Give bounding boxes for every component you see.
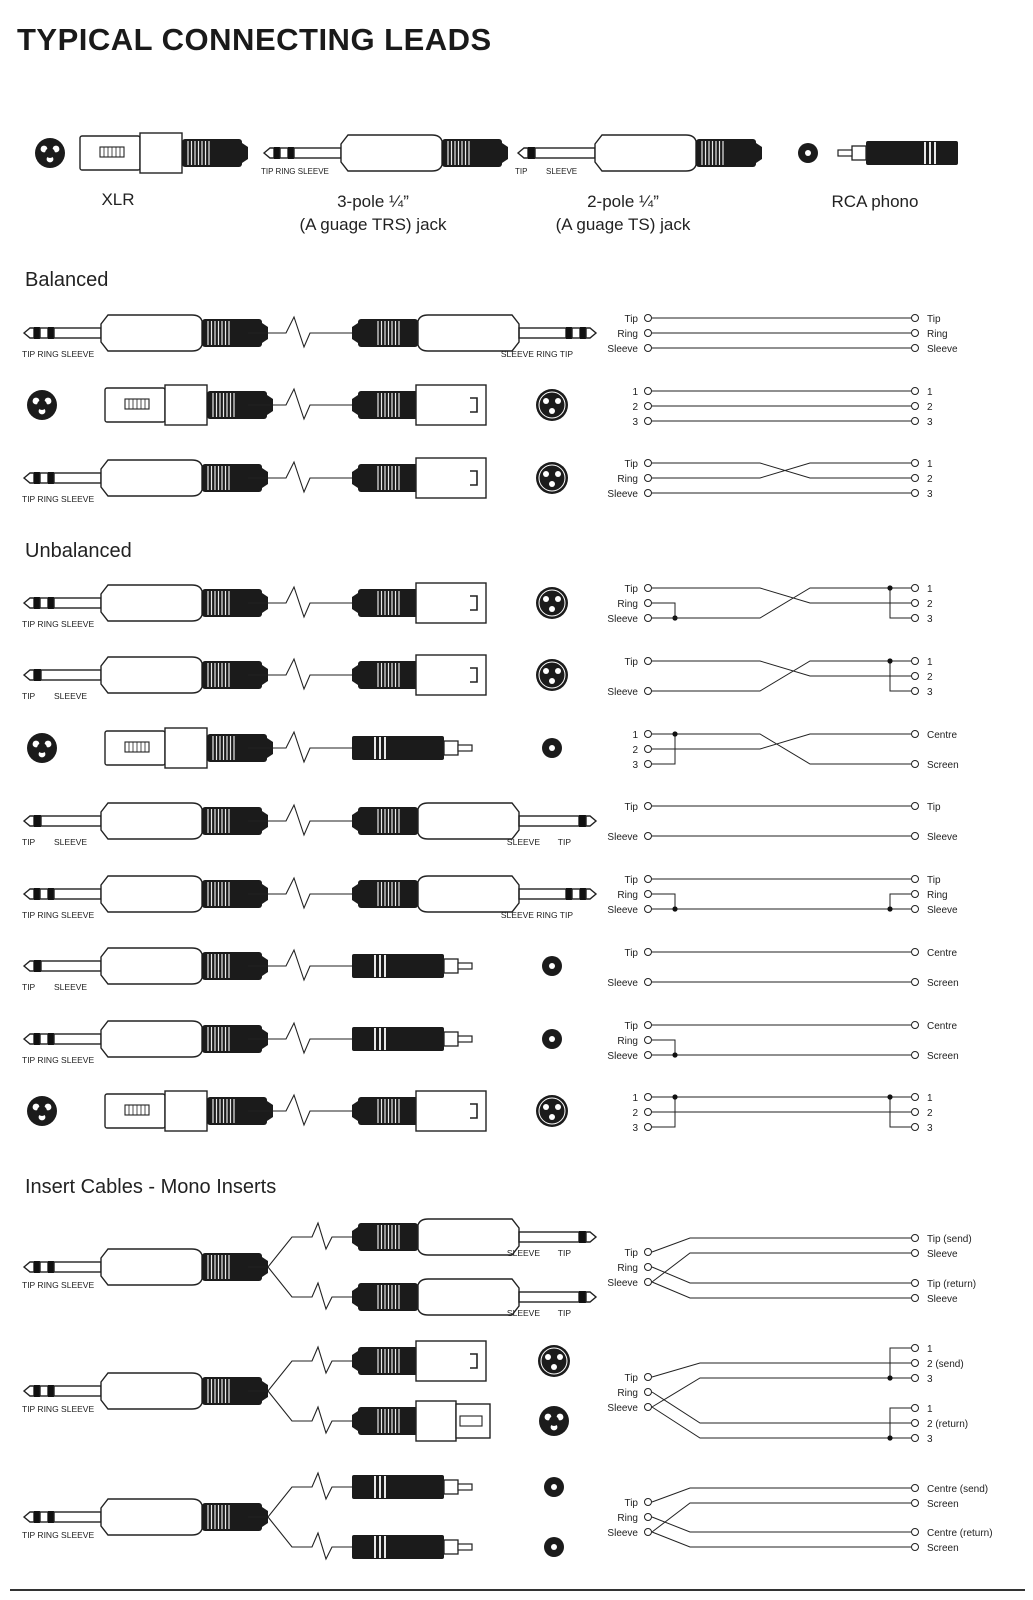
ins-rnode-0-2 bbox=[912, 1280, 919, 1287]
wire-r-8-2: Screen bbox=[927, 978, 959, 989]
key-ts-plug bbox=[518, 135, 762, 171]
wire-lnode-1-2 bbox=[645, 418, 652, 425]
wire-l-2-2: Sleeve bbox=[607, 489, 638, 500]
wire-l-8-2: Sleeve bbox=[607, 978, 638, 989]
wire-l-1-2: 3 bbox=[632, 417, 638, 428]
wire-lnode-8-2 bbox=[645, 979, 652, 986]
row-pin-right-5 bbox=[542, 738, 562, 758]
wire-rnode-2-0 bbox=[912, 460, 919, 467]
wire-l-3-0: Tip bbox=[624, 584, 638, 595]
wire-l-4-0: Tip bbox=[624, 657, 638, 668]
row-right-plug-10 bbox=[352, 1091, 486, 1131]
ins-wr-0-2: Tip (return) bbox=[927, 1279, 977, 1290]
row-left-plug-0 bbox=[24, 315, 268, 351]
key-trs-label: TIP RING SLEEVE bbox=[261, 167, 329, 176]
wire-rnode-2-1 bbox=[912, 475, 919, 482]
wire-lnode-0-2 bbox=[645, 345, 652, 352]
bottom-rule bbox=[10, 1589, 1025, 1591]
insert-plug-label-0: TIP RING SLEEVE bbox=[22, 1280, 95, 1290]
row-left-plug-5 bbox=[105, 728, 273, 768]
key-name-ts: 2-pole ¼” bbox=[587, 192, 659, 211]
ins-wr-1-1: 2 (send) bbox=[927, 1359, 964, 1370]
ins-lnode-2-2 bbox=[645, 1529, 652, 1536]
wire-l-1-0: 1 bbox=[632, 387, 638, 398]
ins-lnode-1-2 bbox=[645, 1404, 652, 1411]
ins-rnode-2-2 bbox=[912, 1529, 919, 1536]
ins-rnode-2-3 bbox=[912, 1544, 919, 1551]
wire-r-7-1: Ring bbox=[927, 890, 948, 901]
wire-l-10-0: 1 bbox=[632, 1093, 638, 1104]
ins-wl-0-0: Tip bbox=[624, 1248, 638, 1259]
ins-rnode-1-0 bbox=[912, 1345, 919, 1352]
insert-bottom-pin-2 bbox=[544, 1537, 564, 1557]
wire-lnode-0-0 bbox=[645, 315, 652, 322]
wire-l-7-0: Tip bbox=[624, 875, 638, 886]
key-name-xlr: XLR bbox=[101, 190, 135, 209]
row-left-plug-8 bbox=[24, 948, 268, 984]
row-right-plug-9 bbox=[352, 1027, 472, 1051]
row-left-plug-7 bbox=[24, 876, 268, 912]
wire-lnode-1-0 bbox=[645, 388, 652, 395]
wire-r-5-0: Centre bbox=[927, 730, 958, 741]
key-sub-ts: (A guage TS) jack bbox=[555, 215, 691, 234]
wire-r-1-2: 3 bbox=[927, 417, 933, 428]
row-right-plug-4 bbox=[352, 655, 486, 695]
insert-bottom-plug-2 bbox=[352, 1535, 472, 1559]
insert-bottom-tip-0: TIP bbox=[557, 1308, 571, 1318]
plug-label-3: TIP RING SLEEVE bbox=[22, 619, 95, 629]
wire-r-1-0: 1 bbox=[927, 387, 933, 398]
row-pin-right-2 bbox=[536, 462, 568, 494]
section-insert: Insert Cables - Mono Inserts bbox=[25, 1176, 277, 1198]
ins-rnode-1-3 bbox=[912, 1405, 919, 1412]
wire-r-6-0: Tip bbox=[927, 802, 941, 813]
ins-wr-0-1: Sleeve bbox=[927, 1249, 958, 1260]
wire-r-10-2: 3 bbox=[927, 1123, 933, 1134]
insert-bottom-plug-1 bbox=[352, 1401, 490, 1441]
ins-rnode-1-2 bbox=[912, 1375, 919, 1382]
wire-lnode-10-2 bbox=[645, 1124, 652, 1131]
wire-rnode-4-0 bbox=[912, 658, 919, 665]
ins-lnode-1-0 bbox=[645, 1374, 652, 1381]
ins-wr-1-0: 1 bbox=[927, 1344, 933, 1355]
plug-label-sleeve-8: SLEEVE bbox=[54, 982, 88, 992]
insert-top-sleeve-0: SLEEVE bbox=[506, 1248, 540, 1258]
wire-rnode-4-1 bbox=[912, 673, 919, 680]
wire-lnode-5-2 bbox=[645, 761, 652, 768]
wire-rnode-7-2 bbox=[912, 906, 919, 913]
row-pin-left-5 bbox=[27, 733, 57, 763]
wire-r-8-0: Centre bbox=[927, 948, 958, 959]
wire-rnode-9-2 bbox=[912, 1052, 919, 1059]
wire-rnode-3-0 bbox=[912, 585, 919, 592]
wire-r-0-0: Tip bbox=[927, 314, 941, 325]
key-ts-tip-label: TIP bbox=[515, 167, 528, 176]
wire-l-3-2: Sleeve bbox=[607, 614, 638, 625]
wire-lnode-7-1 bbox=[645, 891, 652, 898]
wire-rnode-0-2 bbox=[912, 345, 919, 352]
section-unbalanced: Unbalanced bbox=[25, 540, 132, 562]
wire-r-2-2: 3 bbox=[927, 489, 933, 500]
wire-l-5-2: 3 bbox=[632, 760, 638, 771]
wire-lnode-0-1 bbox=[645, 330, 652, 337]
wire-lnode-5-1 bbox=[645, 746, 652, 753]
wire-r-4-1: 2 bbox=[927, 672, 933, 683]
plug-label-tip-4: TIP bbox=[22, 691, 36, 701]
wire-l-0-0: Tip bbox=[624, 314, 638, 325]
wire-l-6-0: Tip bbox=[624, 802, 638, 813]
row-left-plug-3 bbox=[24, 585, 268, 621]
insert-top-pin-1 bbox=[538, 1345, 570, 1377]
plug-label-sleeve-4: SLEEVE bbox=[54, 691, 88, 701]
wire-rnode-9-0 bbox=[912, 1022, 919, 1029]
wire-l-8-0: Tip bbox=[624, 948, 638, 959]
ins-wl-2-0: Tip bbox=[624, 1498, 638, 1509]
wire-lnode-3-1 bbox=[645, 600, 652, 607]
wire-lnode-4-0 bbox=[645, 658, 652, 665]
ins-wl-2-1: Ring bbox=[617, 1513, 638, 1524]
wire-r-0-2: Sleeve bbox=[927, 344, 958, 355]
row-pin-left-1 bbox=[27, 390, 57, 420]
ins-wr-2-2: Centre (return) bbox=[927, 1528, 993, 1539]
ins-wl-2-2: Sleeve bbox=[607, 1528, 638, 1539]
plug-label-0: TIP RING SLEEVE bbox=[22, 349, 95, 359]
key-trs-plug bbox=[264, 135, 508, 171]
insert-plug-label-1: TIP RING SLEEVE bbox=[22, 1404, 95, 1414]
row-left-plug-9 bbox=[24, 1021, 268, 1057]
plug-label-tip-6: TIP bbox=[22, 837, 36, 847]
ins-rnode-0-3 bbox=[912, 1295, 919, 1302]
wire-rnode-10-1 bbox=[912, 1109, 919, 1116]
plug-label-tip-8: TIP bbox=[22, 982, 36, 992]
wire-rnode-5-0 bbox=[912, 731, 919, 738]
wire-rnode-10-0 bbox=[912, 1094, 919, 1101]
wire-rnode-4-2 bbox=[912, 688, 919, 695]
key-xlr-plug bbox=[80, 133, 248, 173]
ins-wl-1-1: Ring bbox=[617, 1388, 638, 1399]
wire-lnode-3-2 bbox=[645, 615, 652, 622]
wire-l-0-1: Ring bbox=[617, 329, 638, 340]
row-pin-right-3 bbox=[536, 587, 568, 619]
insert-plug-label-2: TIP RING SLEEVE bbox=[22, 1530, 95, 1540]
key-ts-sleeve-label: SLEEVE bbox=[546, 167, 578, 176]
wire-rnode-6-2 bbox=[912, 833, 919, 840]
wire-lnode-10-1 bbox=[645, 1109, 652, 1116]
wire-rnode-6-0 bbox=[912, 803, 919, 810]
wire-rnode-5-2 bbox=[912, 761, 919, 768]
row-left-plug-10 bbox=[105, 1091, 273, 1131]
ins-wl-0-2: Sleeve bbox=[607, 1278, 638, 1289]
ins-lnode-2-0 bbox=[645, 1499, 652, 1506]
ins-lnode-1-1 bbox=[645, 1389, 652, 1396]
wire-l-9-0: Tip bbox=[624, 1021, 638, 1032]
wire-l-3-1: Ring bbox=[617, 599, 638, 610]
ins-wr-0-0: Tip (send) bbox=[927, 1234, 972, 1245]
wire-lnode-2-2 bbox=[645, 490, 652, 497]
ins-wr-1-3: 1 bbox=[927, 1404, 933, 1415]
insert-cable-bot-2 bbox=[268, 1517, 352, 1559]
wire-lnode-5-0 bbox=[645, 731, 652, 738]
row-pin-right-4 bbox=[536, 659, 568, 691]
wire-rnode-1-1 bbox=[912, 403, 919, 410]
row-right-plug-7 bbox=[352, 876, 596, 912]
wire-lnode-10-0 bbox=[645, 1094, 652, 1101]
wire-lnode-7-0 bbox=[645, 876, 652, 883]
wire-r-3-0: 1 bbox=[927, 584, 933, 595]
ins-rnode-1-5 bbox=[912, 1435, 919, 1442]
row-pin-right-1 bbox=[536, 389, 568, 421]
row-pin-right-9 bbox=[542, 1029, 562, 1049]
ins-wl-1-0: Tip bbox=[624, 1373, 638, 1384]
wire-rnode-2-2 bbox=[912, 490, 919, 497]
insert-top-tip-0: TIP bbox=[557, 1248, 571, 1258]
ins-rnode-2-1 bbox=[912, 1500, 919, 1507]
wire-l-1-1: 2 bbox=[632, 402, 638, 413]
row-left-plug-6 bbox=[24, 803, 268, 839]
wire-lnode-8-0 bbox=[645, 949, 652, 956]
wire-rnode-8-0 bbox=[912, 949, 919, 956]
ins-rnode-1-4 bbox=[912, 1420, 919, 1427]
plug-label-rt-6: TIP bbox=[557, 837, 571, 847]
plug-label-rs-6: SLEEVE bbox=[506, 837, 540, 847]
wire-r-2-0: 1 bbox=[927, 459, 933, 470]
wire-rnode-1-0 bbox=[912, 388, 919, 395]
wire-rnode-8-2 bbox=[912, 979, 919, 986]
wire-r-7-2: Sleeve bbox=[927, 905, 958, 916]
ins-lnode-0-0 bbox=[645, 1249, 652, 1256]
wire-lnode-2-0 bbox=[645, 460, 652, 467]
ins-wr-1-4: 2 (return) bbox=[927, 1419, 969, 1430]
wire-r-10-1: 2 bbox=[927, 1108, 933, 1119]
wire-l-5-0: 1 bbox=[632, 730, 638, 741]
wire-lnode-9-0 bbox=[645, 1022, 652, 1029]
plug-label-r-7: SLEEVE RING TIP bbox=[500, 910, 573, 920]
section-balanced: Balanced bbox=[25, 269, 109, 291]
plug-label-r-0: SLEEVE RING TIP bbox=[500, 349, 573, 359]
ins-wr-1-2: 3 bbox=[927, 1374, 933, 1385]
wire-r-1-1: 2 bbox=[927, 402, 933, 413]
wire-l-7-1: Ring bbox=[617, 890, 638, 901]
wire-r-10-0: 1 bbox=[927, 1093, 933, 1104]
row-right-plug-5 bbox=[352, 736, 472, 760]
wire-rnode-1-2 bbox=[912, 418, 919, 425]
row-left-plug-4 bbox=[24, 657, 268, 693]
insert-bottom-sleeve-0: SLEEVE bbox=[506, 1308, 540, 1318]
wire-rnode-3-2 bbox=[912, 615, 919, 622]
insert-bottom-pin-1 bbox=[539, 1406, 569, 1436]
key-rca-face bbox=[798, 143, 818, 163]
row-pin-right-10 bbox=[536, 1095, 568, 1127]
wire-l-10-2: 3 bbox=[632, 1123, 638, 1134]
row-right-plug-6 bbox=[352, 803, 596, 839]
key-sub-trs: (A guage TRS) jack bbox=[299, 215, 447, 234]
wire-r-6-2: Sleeve bbox=[927, 832, 958, 843]
insert-cable-bot-1 bbox=[268, 1391, 352, 1433]
row-right-plug-8 bbox=[352, 954, 472, 978]
wire-lnode-6-2 bbox=[645, 833, 652, 840]
wire-rnode-0-0 bbox=[912, 315, 919, 322]
row-pin-right-8 bbox=[542, 956, 562, 976]
wire-l-2-1: Ring bbox=[617, 474, 638, 485]
insert-top-plug-1 bbox=[352, 1341, 486, 1381]
wire-l-10-1: 2 bbox=[632, 1108, 638, 1119]
wire-rnode-3-1 bbox=[912, 600, 919, 607]
ins-wl-1-2: Sleeve bbox=[607, 1403, 638, 1414]
wire-lnode-9-1 bbox=[645, 1037, 652, 1044]
wire-lnode-2-1 bbox=[645, 475, 652, 482]
key-xlr-face bbox=[35, 138, 65, 168]
plug-label-2: TIP RING SLEEVE bbox=[22, 494, 95, 504]
ins-wr-2-1: Screen bbox=[927, 1499, 959, 1510]
wire-l-7-2: Sleeve bbox=[607, 905, 638, 916]
row-right-plug-3 bbox=[352, 583, 486, 623]
wire-l-5-1: 2 bbox=[632, 745, 638, 756]
row-right-plug-1 bbox=[352, 385, 486, 425]
wire-lnode-9-2 bbox=[645, 1052, 652, 1059]
ins-wr-0-3: Sleeve bbox=[927, 1294, 958, 1305]
wire-lnode-1-1 bbox=[645, 403, 652, 410]
ins-rnode-0-0 bbox=[912, 1235, 919, 1242]
wire-l-9-1: Ring bbox=[617, 1036, 638, 1047]
wire-lnode-7-2 bbox=[645, 906, 652, 913]
wire-lnode-4-2 bbox=[645, 688, 652, 695]
wire-rnode-10-2 bbox=[912, 1124, 919, 1131]
row-pin-left-10 bbox=[27, 1096, 57, 1126]
insert-top-plug-2 bbox=[352, 1475, 472, 1499]
ins-rnode-0-1 bbox=[912, 1250, 919, 1257]
wire-r-4-0: 1 bbox=[927, 657, 933, 668]
wire-l-0-2: Sleeve bbox=[607, 344, 638, 355]
wire-r-5-2: Screen bbox=[927, 760, 959, 771]
wire-l-4-2: Sleeve bbox=[607, 687, 638, 698]
row-left-plug-2 bbox=[24, 460, 268, 496]
wire-r-4-2: 3 bbox=[927, 687, 933, 698]
wire-lnode-6-0 bbox=[645, 803, 652, 810]
plug-label-7: TIP RING SLEEVE bbox=[22, 910, 95, 920]
insert-cable-bot-0 bbox=[268, 1267, 352, 1309]
ins-lnode-2-1 bbox=[645, 1514, 652, 1521]
wire-l-6-2: Sleeve bbox=[607, 832, 638, 843]
ins-lnode-0-1 bbox=[645, 1264, 652, 1271]
wire-rnode-7-1 bbox=[912, 891, 919, 898]
ins-rnode-1-1 bbox=[912, 1360, 919, 1367]
key-name-rca: RCA phono bbox=[831, 192, 919, 211]
wire-lnode-3-0 bbox=[645, 585, 652, 592]
insert-top-pin-2 bbox=[544, 1477, 564, 1497]
key-rca-plug bbox=[838, 141, 958, 165]
wire-r-3-2: 3 bbox=[927, 614, 933, 625]
key-name-trs: 3-pole ¼” bbox=[337, 192, 409, 211]
wire-l-2-0: Tip bbox=[624, 459, 638, 470]
plug-label-9: TIP RING SLEEVE bbox=[22, 1055, 95, 1065]
ins-rnode-2-0 bbox=[912, 1485, 919, 1492]
wire-l-9-2: Sleeve bbox=[607, 1051, 638, 1062]
wire-rnode-7-0 bbox=[912, 876, 919, 883]
ins-lnode-0-2 bbox=[645, 1279, 652, 1286]
wire-r-2-1: 2 bbox=[927, 474, 933, 485]
ins-wr-2-3: Screen bbox=[927, 1543, 959, 1554]
ins-wr-2-0: Centre (send) bbox=[927, 1484, 989, 1495]
plug-label-sleeve-6: SLEEVE bbox=[54, 837, 88, 847]
wire-r-3-1: 2 bbox=[927, 599, 933, 610]
ins-wl-0-1: Ring bbox=[617, 1263, 638, 1274]
row-right-plug-0 bbox=[352, 315, 596, 351]
row-right-plug-2 bbox=[352, 458, 486, 498]
wire-r-9-0: Centre bbox=[927, 1021, 958, 1032]
ins-wr-1-5: 3 bbox=[927, 1434, 933, 1445]
wire-rnode-0-1 bbox=[912, 330, 919, 337]
page-title: TYPICAL CONNECTING LEADS bbox=[17, 22, 492, 57]
row-left-plug-1 bbox=[105, 385, 273, 425]
wire-r-0-1: Ring bbox=[927, 329, 948, 340]
wire-r-9-2: Screen bbox=[927, 1051, 959, 1062]
wire-r-7-0: Tip bbox=[927, 875, 941, 886]
